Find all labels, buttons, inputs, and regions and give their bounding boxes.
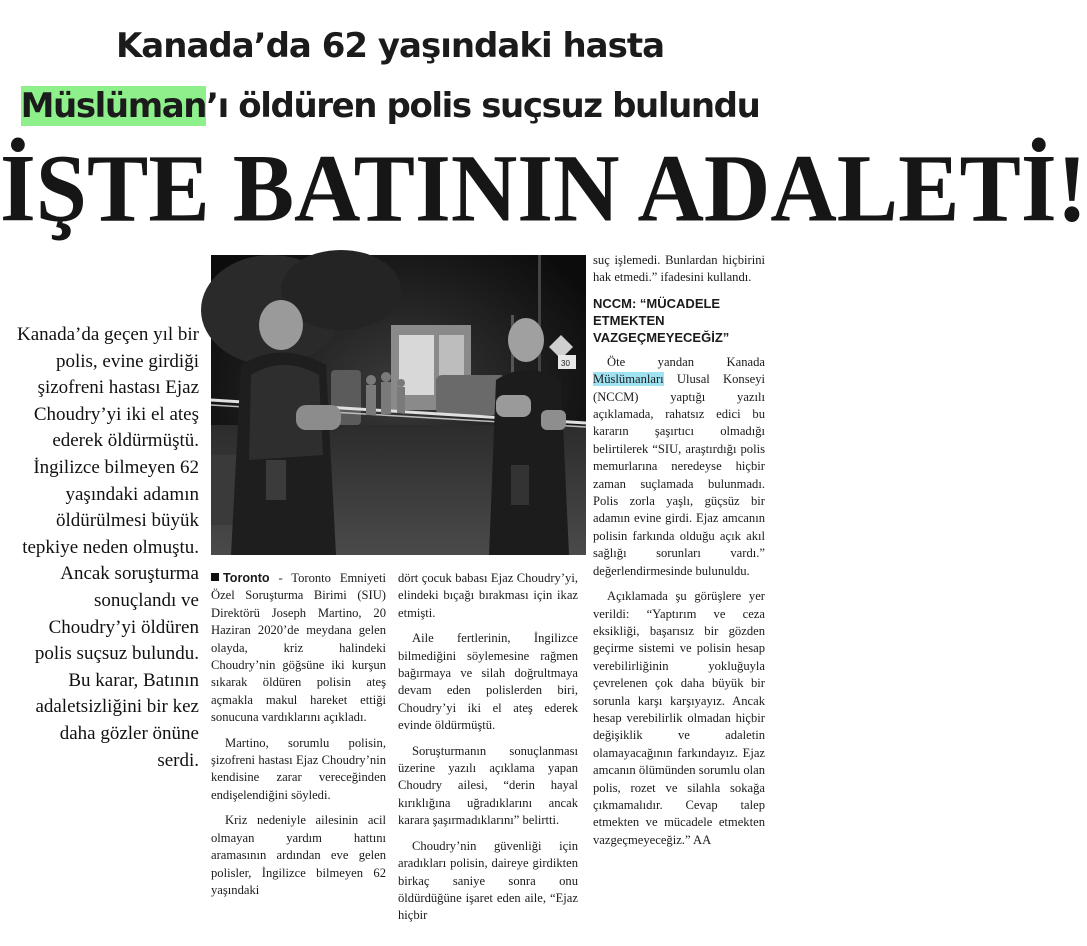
- article-column-3: [593, 252, 765, 857]
- subheading: NCCM: “MÜCADELE ETMEKTEN VAZGEÇMEYECEĞİZ”: [593, 295, 730, 345]
- paragraph: [593, 354, 765, 580]
- main-headline: İŞTE BATININ ADALETİ!: [0, 134, 1087, 242]
- kicker-line2-text: ’ı öldüren polis suçsuz bulundu: [206, 86, 760, 126]
- paragraph: Martino, sorumlu polisin, şizofreni hastası Ejaz Choudry’nin kendisine zarar vereceğinden endişelendiğini söyledi.: [211, 735, 386, 802]
- paragraph: suç işlemedi. Bunlardan hiçbirini hak etmedi.” ifadesini kullandı.: [593, 253, 765, 285]
- paragraph-text: Ulusal Konseyi (NCCM) yaptığı yazılı açıklamada, rahatsız edici bu kararın şaşırtıcı olmadığı belirtilerek “SIU, araştırdığı polis memurlarına neredeyse hiçbir zaman suçlamada bulunmadı. Polis zorla yaşlı, güçsüz bir adamın evine girdi. Ejaz amcanın polisin farkında olduğu açık akıl sağlığı sorunları vardı.” değerlendirmesinde bulunuldu.: [593, 372, 765, 578]
- paragraph: Kriz nedeniyle ailesinin acil olmayan yardım hattını aramasının ardından eve gelen polisler, İngilizce bilmeyen 62 yaşındaki: [211, 813, 386, 897]
- paragraph: Soruşturmanın sonuçlanması üzerine yazılı açıklama yapan Choudry ailesi, “derin hayal kırıklığına uğradıklarını ancak karara şaşırmadıklarını” belirtti.: [398, 743, 578, 828]
- intro-paragraph: Kanada’da geçen yıl bir polis, evine girdiği şizofreni hastası Ejaz Choudry’yi iki el ateş ederek öldürmüştü. İngilizce bilmeyen 62 yaşındaki adamın öldürülmesi büyük tepkiye neden olmuştu. Ancak soruşturma sonuçlandı ve Choudry’yi öldüren polis suçsuz bulundu. Bu karar, Batının adaletsizliğini bir kez daha gözler önüne serdi.: [17, 324, 199, 771]
- news-photo: [211, 255, 586, 555]
- article-column-2: [398, 570, 578, 933]
- paragraph: Açıklamada şu görüşlere yer verildi: “Yaptırım ve ceza eksikliği, başarısız bir gözden geçirme sistemi ve polisin hesap verebilirliğinin yokluğuyla çevrelenen çok daha büyük bir sorunla karşı karşıyayız. Ancak hesap verebilirlik olmadan hiçbir değişiklik ve adaletin olamayacağının farkındayız. Ejaz amcanın ölümünden sorumlu olan polis, rozet ve silahla sokağa çıkmamalıdır. Cevap talep etmekten ve mücadele etmekten vazgeçmeyeceğiz.” AA: [593, 589, 765, 847]
- paragraph-text: Öte yandan Kanada: [607, 354, 765, 369]
- paragraph-text: - Toronto Emniyeti Özel Soruşturma Birimi (SIU) Direktörü Joseph Martino, 20 Haziran 2020’de meydana gelen olayda, kriz halindeki Choudry’nin göğsüne iki kurşun sıkarak öldüren polisin ateş açmakla makul hareket ettiği sonucuna vardıklarını açıkladı.: [211, 571, 386, 725]
- headline-kicker-line1: Kanada’da 62 yaşındaki hasta: [115, 26, 665, 66]
- night-police-scene-image: [211, 255, 586, 555]
- paragraph: Choudry’nin güvenliği için aradıkları polisin, daireye girdikten birkaç saniye sonra onu öldürdüğüne işaret eden aile, “Ejaz hiçbir: [398, 838, 578, 923]
- paragraph: [211, 570, 386, 727]
- headline-kicker-line2: [0, 86, 780, 126]
- article-column-1: [211, 570, 386, 907]
- paragraph: dört çocuk babası Ejaz Choudry’yi, elindeki bıçağı bırakması için ikaz etmişti.: [398, 571, 578, 620]
- dateline: Toronto: [223, 571, 270, 585]
- dateline-square-icon: [211, 573, 219, 581]
- road-sign-text: 30: [561, 359, 570, 368]
- highlight-word: Müslümanları: [593, 372, 664, 387]
- highlight-word: Müslüman: [20, 86, 207, 126]
- paragraph: Aile fertlerinin, İngilizce bilmediğini söylemesine rağmen bağırmaya ve silah doğrultmaya devam eden polislerden biri, Choudry’yi iki el ateş ederek evinde öldürmüştü.: [398, 631, 578, 733]
